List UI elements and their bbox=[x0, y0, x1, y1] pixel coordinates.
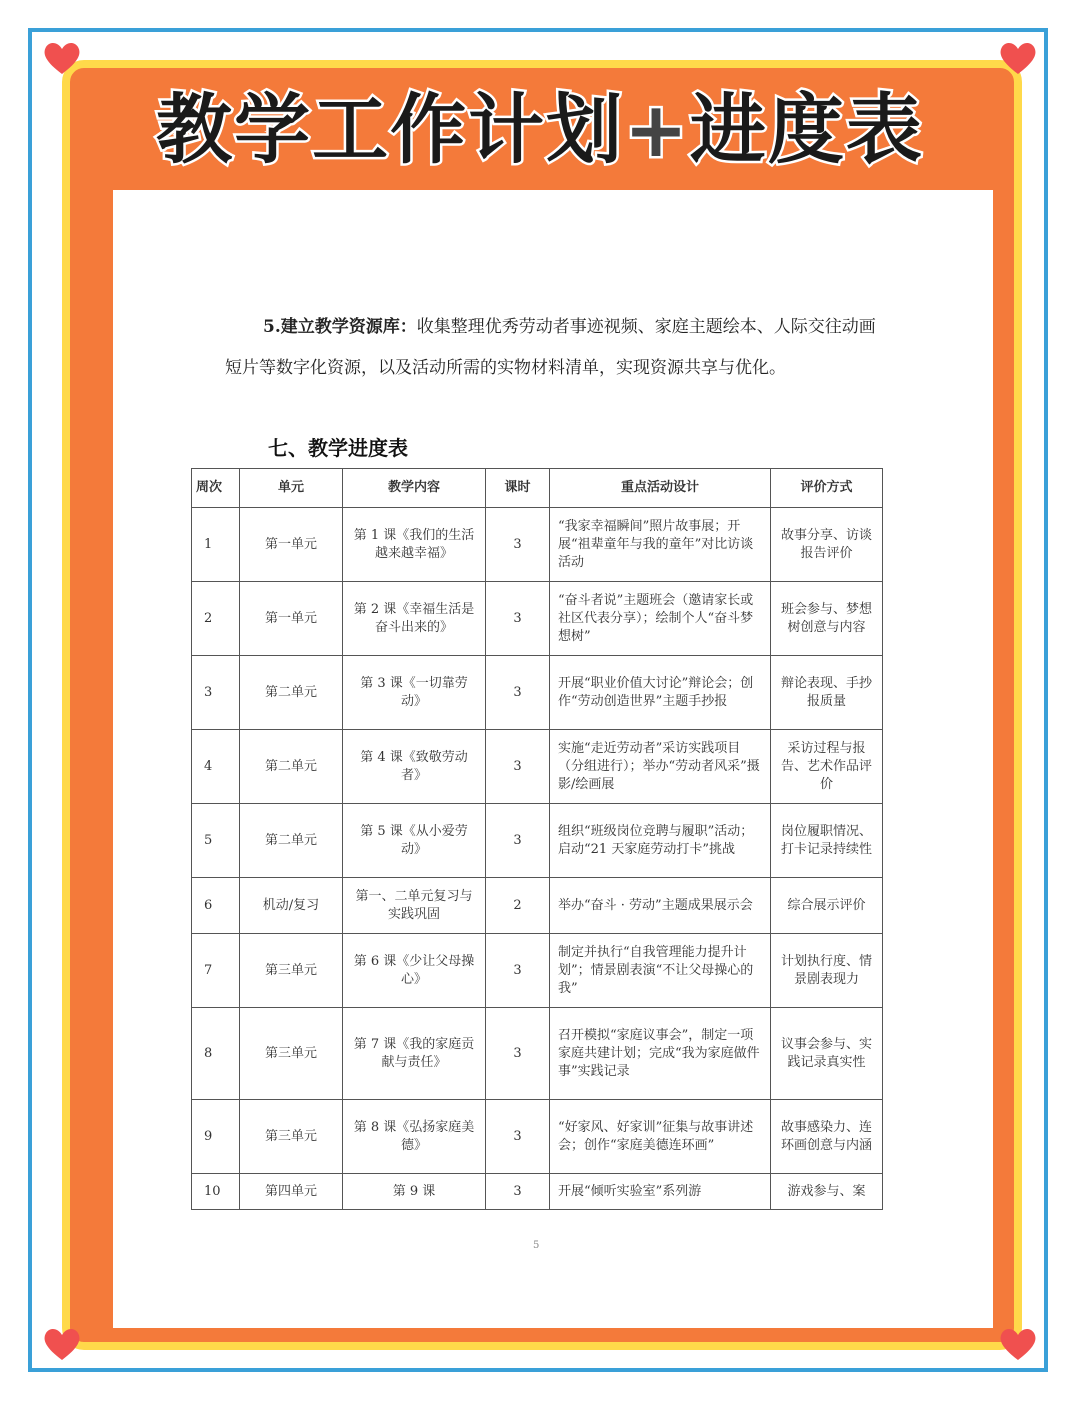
table-row bbox=[192, 878, 883, 934]
cell-unit: 第二单元 bbox=[240, 804, 343, 878]
heart-icon bbox=[42, 1326, 82, 1362]
cell-hours: 3 bbox=[486, 804, 550, 878]
cell-content: 第 5 课《从小爱劳动》 bbox=[343, 804, 486, 878]
table-row bbox=[192, 508, 883, 582]
cell-week: 8 bbox=[192, 1008, 240, 1100]
cell-content: 第 8 课《弘扬家庭美德》 bbox=[343, 1100, 486, 1174]
cell-week: 7 bbox=[192, 934, 240, 1008]
cell-week: 10 bbox=[192, 1174, 240, 1210]
heart-icon bbox=[42, 40, 82, 76]
document-page bbox=[113, 190, 993, 1328]
cell-unit: 第二单元 bbox=[240, 730, 343, 804]
cell-unit: 第三单元 bbox=[240, 934, 343, 1008]
cell-unit: 机动/复习 bbox=[240, 878, 343, 934]
cell-content: 第 6 课《少让父母操心》 bbox=[343, 934, 486, 1008]
cell-hours: 3 bbox=[486, 582, 550, 656]
table-row bbox=[192, 1008, 883, 1100]
title-tail: 进度表 bbox=[689, 85, 924, 174]
cell-eval: 岗位履职情况、打卡记录持续性 bbox=[771, 804, 883, 878]
cell-eval: 游戏参与、案 bbox=[771, 1174, 883, 1210]
cell-eval: 议事会参与、实践记录真实性 bbox=[771, 1008, 883, 1100]
cell-week: 4 bbox=[192, 730, 240, 804]
cell-activity: 召开模拟“家庭议事会”，制定一项家庭共建计划；完成“我为家庭做件事”实践记录 bbox=[550, 1008, 771, 1100]
cell-eval: 故事分享、访谈报告评价 bbox=[771, 508, 883, 582]
header-eval: 评价方式 bbox=[771, 469, 883, 508]
cell-activity: “好家风、好家训”征集与故事讲述会；创作“家庭美德连环画” bbox=[550, 1100, 771, 1174]
cell-content: 第 1 课《我们的生活越来越幸福》 bbox=[343, 508, 486, 582]
table-row bbox=[192, 730, 883, 804]
heart-icon bbox=[998, 40, 1038, 76]
cell-activity: 开展“倾听实验室”系列游 bbox=[550, 1174, 771, 1210]
cell-content: 第 4 课《致敬劳动者》 bbox=[343, 730, 486, 804]
cell-unit: 第二单元 bbox=[240, 656, 343, 730]
cell-eval: 班会参与、梦想树创意与内容 bbox=[771, 582, 883, 656]
cell-week: 9 bbox=[192, 1100, 240, 1174]
cell-eval: 采访过程与报告、艺术作品评价 bbox=[771, 730, 883, 804]
header-unit: 单元 bbox=[240, 469, 343, 508]
table-row bbox=[192, 656, 883, 730]
cell-activity: 开展“职业价值大讨论”辩论会；创作“劳动创造世界”主题手抄报 bbox=[550, 656, 771, 730]
cell-unit: 第一单元 bbox=[240, 582, 343, 656]
table-header-row bbox=[192, 469, 883, 508]
cell-unit: 第一单元 bbox=[240, 508, 343, 582]
table-row bbox=[192, 1174, 883, 1210]
page-number: 5 bbox=[533, 1240, 540, 1251]
cell-activity: “我家幸福瞬间”照片故事展；开展“祖辈童年与我的童年”对比访谈活动 bbox=[550, 508, 771, 582]
cell-eval: 故事感染力、连环画创意与内涵 bbox=[771, 1100, 883, 1174]
cell-eval: 辩论表现、手抄报质量 bbox=[771, 656, 883, 730]
table-row bbox=[192, 934, 883, 1008]
cell-hours: 3 bbox=[486, 1008, 550, 1100]
cell-activity: 实施“走近劳动者”采访实践项目（分组进行）；举办“劳动者风采”摄影/绘画展 bbox=[550, 730, 771, 804]
cell-unit: 第三单元 bbox=[240, 1008, 343, 1100]
cell-content: 第 7 课《我的家庭贡献与责任》 bbox=[343, 1008, 486, 1100]
cell-activity: 举办“奋斗 · 劳动”主题成果展示会 bbox=[550, 878, 771, 934]
cell-content: 第 2 课《幸福生活是奋斗出来的》 bbox=[343, 582, 486, 656]
title-main: 教学工作计划 bbox=[156, 85, 625, 174]
cell-week: 6 bbox=[192, 878, 240, 934]
cell-content: 第 9 课 bbox=[343, 1174, 486, 1210]
cell-week: 2 bbox=[192, 582, 240, 656]
cell-activity: 组织“班级岗位竞聘与履职”活动；启动“21 天家庭劳动打卡”挑战 bbox=[550, 804, 771, 878]
section-title: 七、教学进度表 bbox=[268, 436, 408, 460]
cell-hours: 3 bbox=[486, 1174, 550, 1210]
cell-hours: 3 bbox=[486, 656, 550, 730]
header-week: 周次 bbox=[192, 469, 240, 508]
header-content: 教学内容 bbox=[343, 469, 486, 508]
cell-unit: 第三单元 bbox=[240, 1100, 343, 1174]
cell-week: 5 bbox=[192, 804, 240, 878]
header-hours: 课时 bbox=[486, 469, 550, 508]
cell-unit: 第四单元 bbox=[240, 1174, 343, 1210]
header-activity: 重点活动设计 bbox=[550, 469, 771, 508]
cell-hours: 2 bbox=[486, 878, 550, 934]
cell-hours: 3 bbox=[486, 1100, 550, 1174]
cell-week: 3 bbox=[192, 656, 240, 730]
cell-activity: 制定并执行“自我管理能力提升计划”；情景剧表演“不让父母操心的我” bbox=[550, 934, 771, 1008]
cell-hours: 3 bbox=[486, 934, 550, 1008]
cell-activity: “奋斗者说”主题班会（邀请家长或社区代表分享）；绘制个人“奋斗梦想树” bbox=[550, 582, 771, 656]
cell-eval: 综合展示评价 bbox=[771, 878, 883, 934]
page-title bbox=[0, 85, 1080, 174]
cell-hours: 3 bbox=[486, 508, 550, 582]
title-plus: + bbox=[624, 85, 690, 174]
paragraph-text: 收集整理优秀劳动者事迹视频、家庭主题绘本、人际交往动画短片等数字化资源，以及活动所需的实物材料清单，实现资源共享与优化。 bbox=[225, 317, 876, 378]
heart-icon bbox=[998, 1326, 1038, 1362]
table-row bbox=[192, 582, 883, 656]
table-row bbox=[192, 804, 883, 878]
cell-content: 第 3 课《一切靠劳动》 bbox=[343, 656, 486, 730]
cell-eval: 计划执行度、情景剧表现力 bbox=[771, 934, 883, 1008]
paragraph-lead: 5.建立教学资源库： bbox=[263, 317, 417, 337]
schedule-table bbox=[191, 468, 883, 1210]
cell-content: 第一、二单元复习与实践巩固 bbox=[343, 878, 486, 934]
resource-paragraph bbox=[225, 307, 885, 389]
cell-hours: 3 bbox=[486, 730, 550, 804]
table-row bbox=[192, 1100, 883, 1174]
cell-week: 1 bbox=[192, 508, 240, 582]
